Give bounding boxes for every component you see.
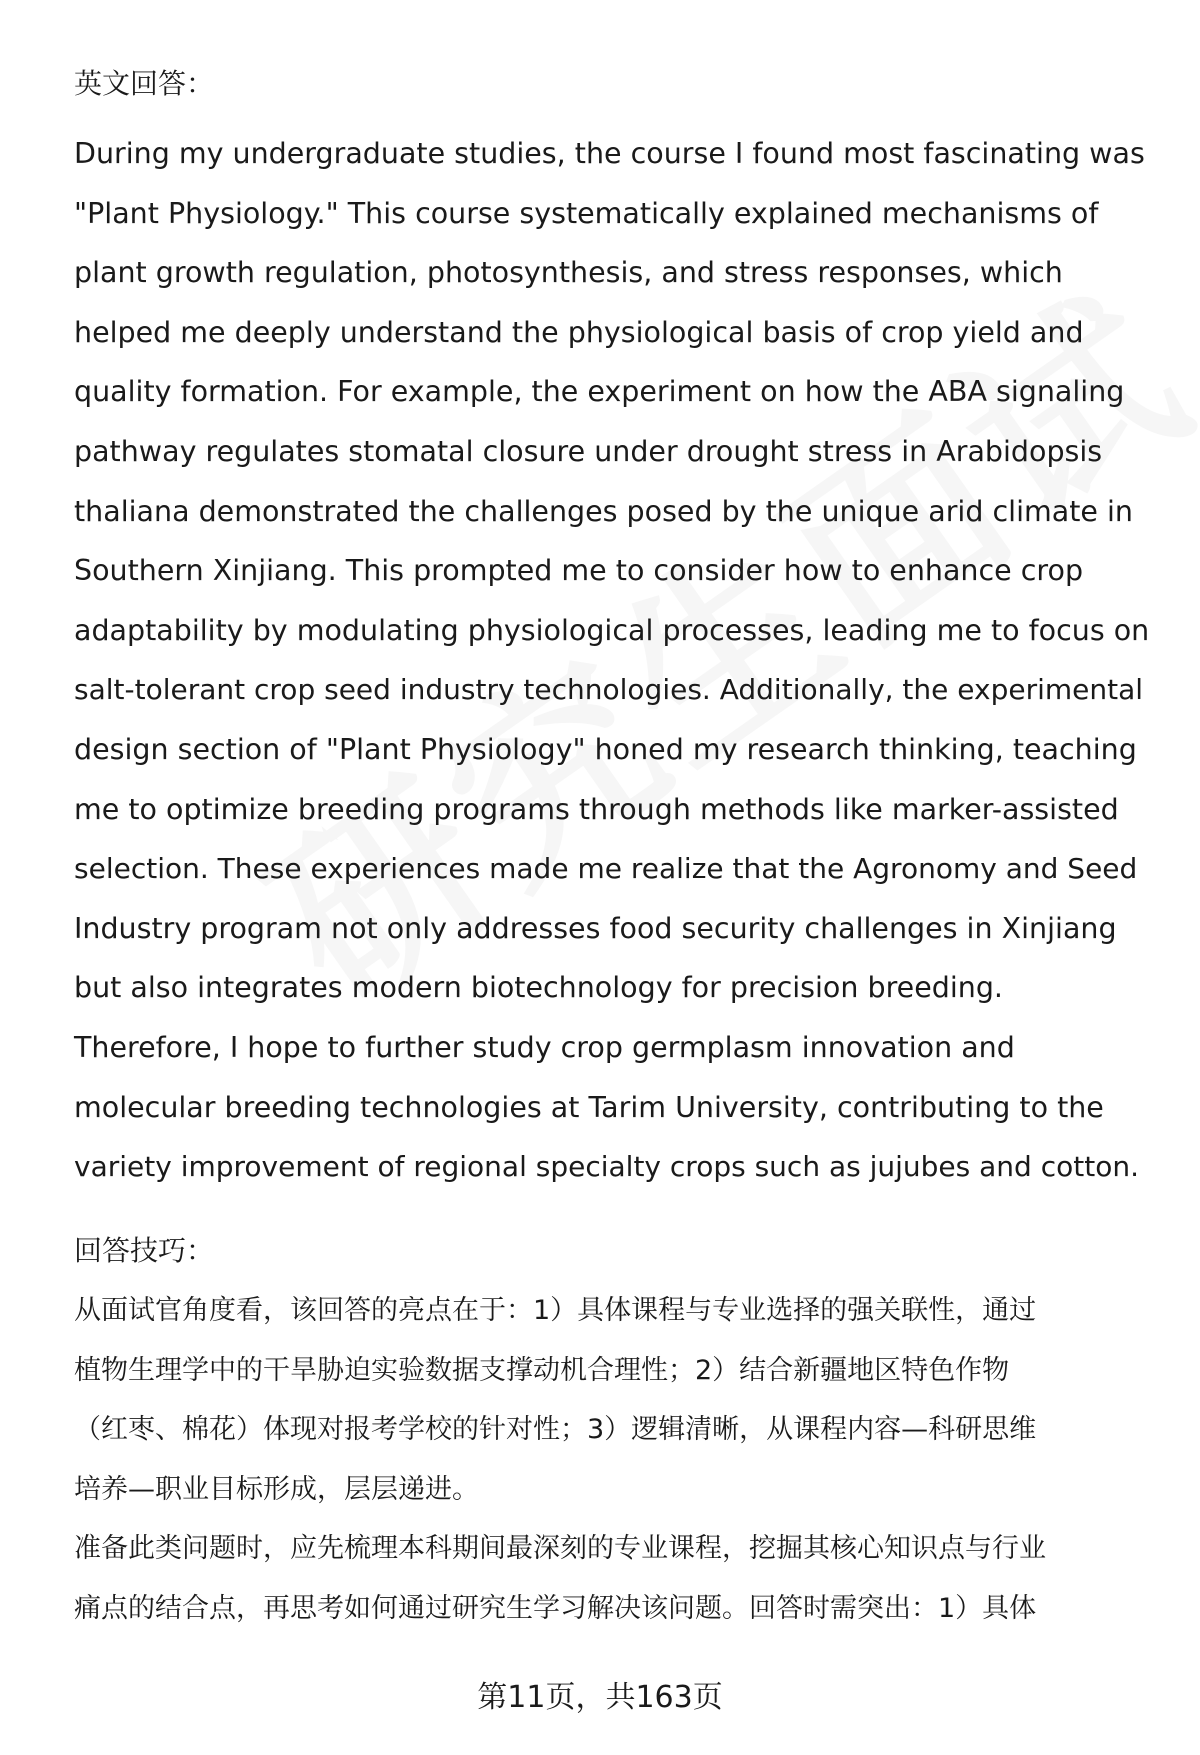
- english-answer-line: thaliana demonstrated the challenges posed by the unique arid climate in: [74, 494, 1133, 528]
- english-answer-label: 英文回答：: [74, 67, 215, 100]
- english-answer-line: plant growth regulation, photosynthesis, and stress responses, which: [74, 256, 1063, 290]
- answer-tips-line: 从面试官角度看，该回答的亮点在于：1）具体课程与专业选择的强关联性，通过: [74, 1295, 1037, 1326]
- english-answer-line: quality formation. For example, the experiment on how the ABA signaling: [74, 375, 1125, 409]
- english-answer-line: salt-tolerant crop seed industry technologies. Additionally, the experimental: [74, 673, 1144, 707]
- english-answer-line: pathway regulates stomatal closure under drought stress in Arabidopsis: [74, 434, 1103, 468]
- english-answer-line: "Plant Physiology." This course systematically explained mechanisms of: [74, 196, 1099, 230]
- answer-tips-line: 准备此类问题时，应先梳理本科期间最深刻的专业课程，挖掘其核心知识点与行业: [74, 1533, 1046, 1564]
- answer-tips-line: 植物生理学中的干旱胁迫实验数据支撑动机合理性；2）结合新疆地区特色作物: [74, 1354, 1010, 1386]
- page-indicator: 第11页，共163页: [477, 1680, 723, 1715]
- english-answer-line: molecular breeding technologies at Tarim University, contributing to the: [74, 1090, 1104, 1124]
- english-answer-line: but also integrates modern biotechnology for precision breeding.: [74, 971, 1003, 1005]
- english-answer-line: design section of "Plant Physiology" honed my research thinking, teaching: [74, 732, 1137, 766]
- english-answer-line: variety improvement of regional specialty crops such as jujubes and cotton.: [74, 1150, 1139, 1184]
- answer-tips-line: （红枣、棉花）体现对报考学校的针对性；3）逻辑清晰，从课程内容—科研思维: [74, 1414, 1037, 1446]
- english-answer-line: Industry program not only addresses food security challenges in Xinjiang: [74, 911, 1117, 945]
- english-answer-line: Therefore, I hope to further study crop germplasm innovation and: [74, 1030, 1015, 1064]
- english-answer-paragraph: [74, 124, 1154, 1197]
- english-answer-line: Southern Xinjiang. This prompted me to consider how to enhance crop: [74, 554, 1084, 588]
- answer-tips-paragraph-2: [74, 1519, 1154, 1638]
- english-answer-line: helped me deeply understand the physiological basis of crop yield and: [74, 315, 1084, 349]
- answer-tips-label: 回答技巧：: [74, 1234, 215, 1267]
- answer-tips-paragraph-1: [74, 1281, 1154, 1519]
- answer-tips-line: 培养—职业目标形成，层层递进。: [74, 1473, 479, 1505]
- english-answer-line: me to optimize breeding programs through methods like marker-assisted: [74, 792, 1119, 826]
- answer-tips-line: 痛点的结合点，再思考如何通过研究生学习解决该问题。回答时需突出：1）具体: [74, 1592, 1037, 1624]
- english-answer-line: During my undergraduate studies, the course I found most fascinating was: [74, 137, 1145, 170]
- english-answer-line: selection. These experiences made me realize that the Agronomy and Seed: [74, 852, 1138, 886]
- english-answer-line: adaptability by modulating physiological processes, leading me to focus on: [74, 613, 1150, 647]
